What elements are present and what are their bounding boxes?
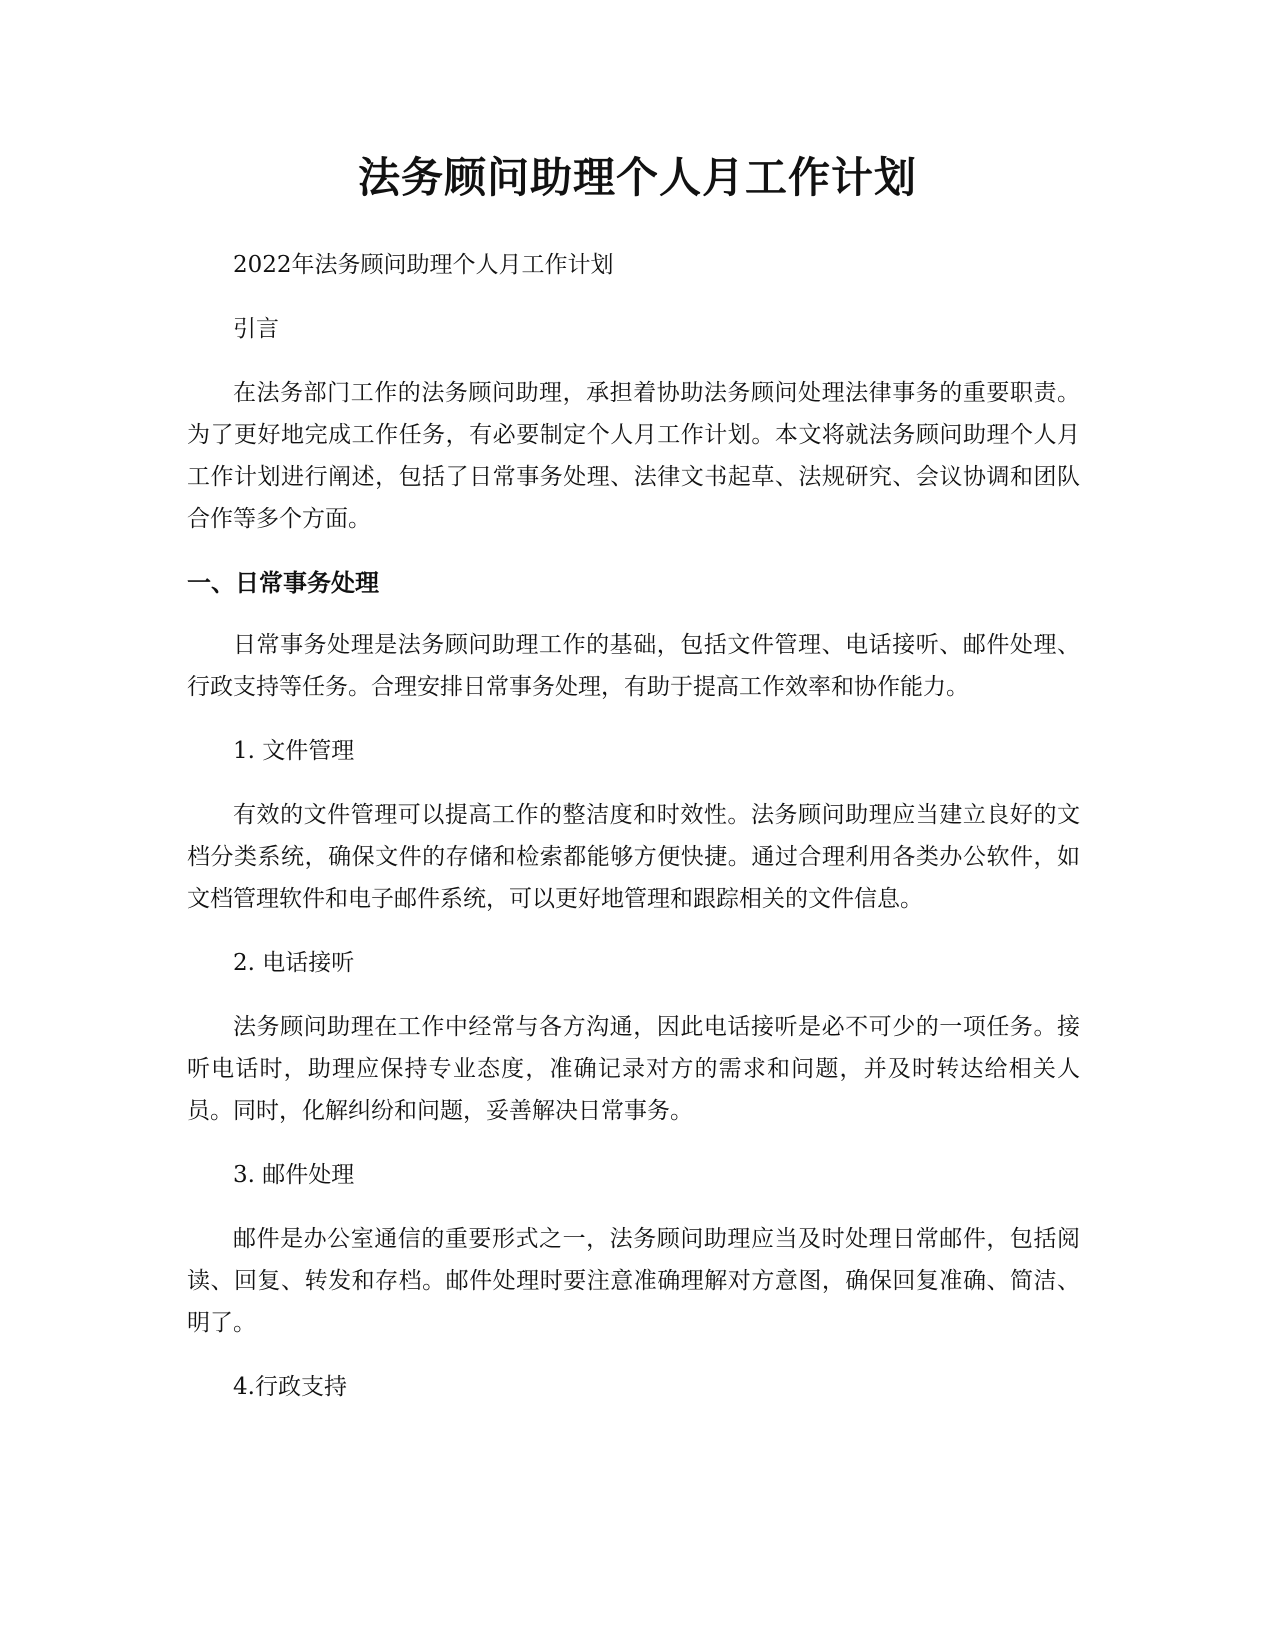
section-intro-paragraph: 日常事务处理是法务顾问助理工作的基础，包括文件管理、电话接听、邮件处理、行政支持等任务。合理安排日常事务处理，有助于提高工作效率和协作能力。 — [187, 632, 1080, 700]
document-title: 法务顾问助理个人月工作计划 — [357, 153, 917, 202]
item-label-file-management: 1. 文件管理 — [233, 738, 355, 764]
item-text-file-management: 有效的文件管理可以提高工作的整洁度和时效性。法务顾问助理应当建立良好的文档分类系统，确保文件的存储和检索都能够方便快捷。通过合理利用各类办公软件，如文档管理软件和电子邮件系统，可以更好地管理和跟踪相关的文件信息。 — [187, 802, 1080, 912]
intro-paragraph: 在法务部门工作的法务顾问助理，承担着协助法务顾问处理法律事务的重要职责。为了更好地完成工作任务，有必要制定个人月工作计划。本文将就法务顾问助理个人月工作计划进行阐述，包括了日常事务处理、法律文书起草、法规研究、会议协调和团队合作等多个方面。 — [187, 380, 1080, 532]
document-body — [187, 244, 1080, 1430]
subtitle-line: 2022年法务顾问助理个人月工作计划 — [233, 252, 614, 278]
item-text-email-handling: 邮件是办公室通信的重要形式之一，法务顾问助理应当及时处理日常邮件，包括阅读、回复、转发和存档。邮件处理时要注意准确理解对方意图，确保回复准确、简洁、明了。 — [187, 1226, 1080, 1336]
item-label-phone-answering: 2. 电话接听 — [233, 950, 355, 976]
item-label-admin-support: 4.行政支持 — [233, 1374, 347, 1400]
item-text-phone-answering: 法务顾问助理在工作中经常与各方沟通，因此电话接听是必不可少的一项任务。接听电话时，助理应保持专业态度，准确记录对方的需求和问题，并及时转达给相关人员。同时，化解纠纷和问题，妥善解决日常事务。 — [187, 1014, 1080, 1124]
item-label-email-handling: 3. 邮件处理 — [233, 1162, 355, 1188]
intro-heading: 引言 — [233, 316, 279, 342]
section-heading-daily-affairs: 一、日常事务处理 — [187, 569, 379, 597]
